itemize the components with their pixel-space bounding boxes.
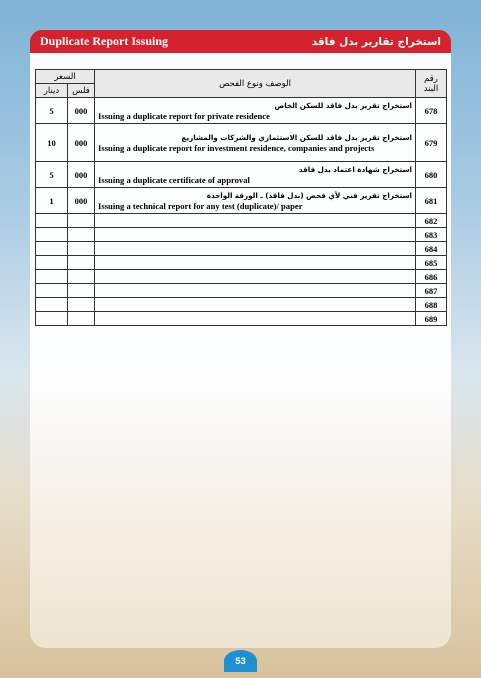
table-row bbox=[36, 242, 447, 256]
description-ar: استخراج شهادة اعتماد بدل فاقد bbox=[298, 164, 412, 174]
item-no-cell: 678 bbox=[416, 98, 447, 124]
fils-header: فلس bbox=[68, 84, 95, 98]
description-cell bbox=[95, 228, 416, 242]
dinar-cell bbox=[36, 214, 68, 228]
item-no-cell: 687 bbox=[416, 284, 447, 298]
table-row bbox=[36, 298, 447, 312]
description-cell bbox=[95, 242, 416, 256]
description-cell bbox=[95, 298, 416, 312]
table-row bbox=[36, 228, 447, 242]
table-row bbox=[36, 312, 447, 326]
fils-cell: 000 bbox=[68, 188, 95, 214]
table-row bbox=[36, 188, 447, 214]
fils-cell bbox=[68, 256, 95, 270]
item-no-cell: 684 bbox=[416, 242, 447, 256]
fils-cell bbox=[68, 312, 95, 326]
dinar-cell bbox=[36, 312, 68, 326]
description-en: Issuing a duplicate report for private residence bbox=[98, 110, 270, 121]
item-no-cell: 686 bbox=[416, 270, 447, 284]
item-no-cell: 689 bbox=[416, 312, 447, 326]
table-row bbox=[36, 214, 447, 228]
description-cell bbox=[95, 188, 416, 214]
item-no-cell: 681 bbox=[416, 188, 447, 214]
dinar-cell: 5 bbox=[36, 162, 68, 188]
fils-cell: 000 bbox=[68, 98, 95, 124]
fees-table bbox=[35, 69, 447, 326]
description-header: الوصف ونوع الفحص bbox=[95, 70, 416, 98]
table-row bbox=[36, 256, 447, 270]
description-ar: استخراج تقرير فني لأي فحص (بدل فاقد) ـ الورقة الواحدة bbox=[206, 190, 412, 200]
table-row bbox=[36, 270, 447, 284]
dinar-cell: 1 bbox=[36, 188, 68, 214]
fils-cell bbox=[68, 214, 95, 228]
item-no-cell: 688 bbox=[416, 298, 447, 312]
price-header: السعر bbox=[36, 70, 95, 84]
item-no-cell: 679 bbox=[416, 124, 447, 162]
fils-cell: 000 bbox=[68, 162, 95, 188]
dinar-cell bbox=[36, 298, 68, 312]
header-title-ar: استخراج تقارير بدل فاقد bbox=[311, 35, 441, 48]
dinar-cell bbox=[36, 284, 68, 298]
description-cell bbox=[95, 124, 416, 162]
description-cell bbox=[95, 162, 416, 188]
table-row bbox=[36, 284, 447, 298]
description-ar: استخراج تقرير بدل فاقد للسكن الاستثماري والشركات والمشاريع bbox=[181, 132, 412, 142]
page-number: 53 bbox=[224, 650, 257, 672]
dinar-cell: 5 bbox=[36, 98, 68, 124]
description-en: Issuing a duplicate report for investment residence, companies and projects bbox=[98, 142, 375, 153]
description-en: Issuing a technical report for any test (duplicate)/ paper bbox=[98, 200, 303, 211]
fils-cell: 000 bbox=[68, 124, 95, 162]
item-no-cell: 682 bbox=[416, 214, 447, 228]
description-cell bbox=[95, 284, 416, 298]
dinar-cell bbox=[36, 270, 68, 284]
dinar-cell bbox=[36, 228, 68, 242]
fils-cell bbox=[68, 284, 95, 298]
dinar-header: دينار bbox=[36, 84, 68, 98]
item-no-cell: 680 bbox=[416, 162, 447, 188]
header-title-en: Duplicate Report Issuing bbox=[40, 34, 169, 48]
fils-cell bbox=[68, 242, 95, 256]
description-cell bbox=[95, 214, 416, 228]
description-ar: استخراج تقرير بدل فاقد للسكن الخاص bbox=[274, 100, 412, 110]
dinar-cell: 10 bbox=[36, 124, 68, 162]
fils-cell bbox=[68, 270, 95, 284]
table-row bbox=[36, 162, 447, 188]
fils-cell bbox=[68, 228, 95, 242]
item-no-cell: 685 bbox=[416, 256, 447, 270]
description-cell bbox=[95, 98, 416, 124]
dinar-cell bbox=[36, 242, 68, 256]
description-cell bbox=[95, 256, 416, 270]
table-row bbox=[36, 98, 447, 124]
item-no-cell: 683 bbox=[416, 228, 447, 242]
description-cell bbox=[95, 270, 416, 284]
section-header bbox=[30, 30, 451, 53]
fils-cell bbox=[68, 298, 95, 312]
table-row bbox=[36, 124, 447, 162]
description-cell bbox=[95, 312, 416, 326]
description-en: Issuing a duplicate certificate of approval bbox=[98, 174, 250, 185]
dinar-cell bbox=[36, 256, 68, 270]
item-no-header: رقم البند bbox=[416, 70, 447, 98]
